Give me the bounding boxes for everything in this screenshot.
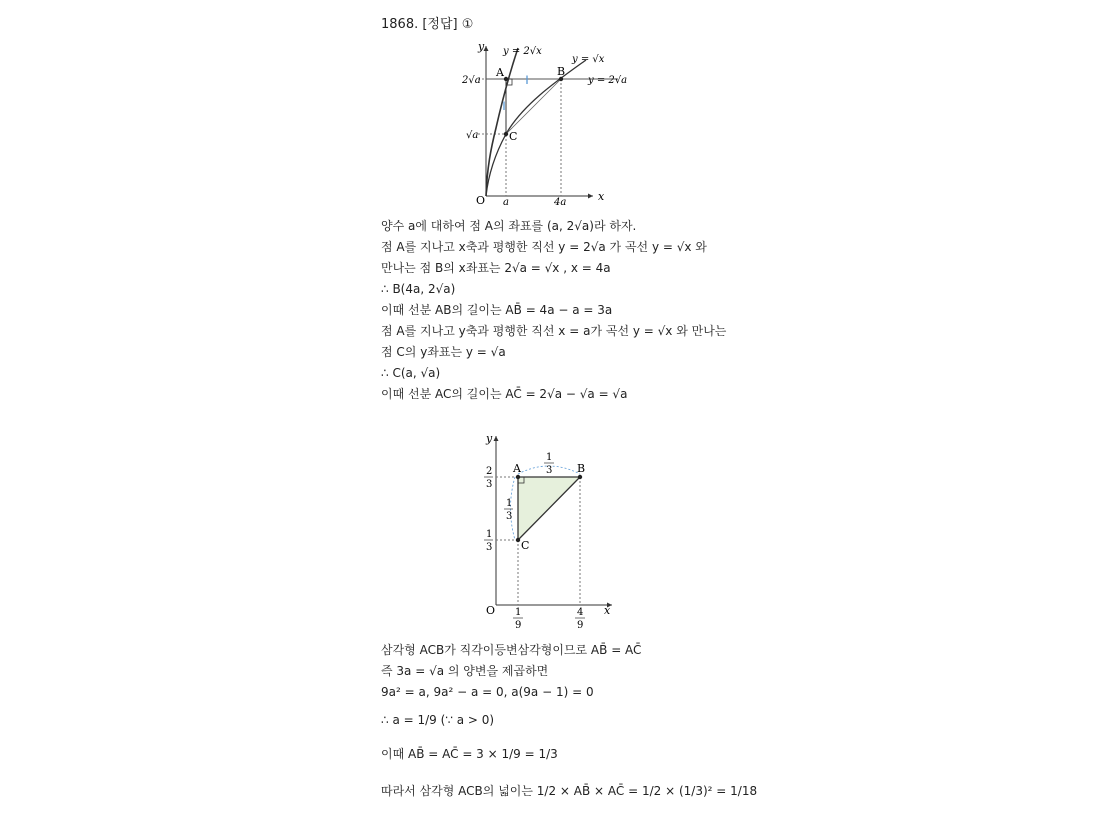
problem-header: 1868. [정답] ① <box>381 17 474 32</box>
origin-label: O <box>476 194 486 207</box>
solution2-line-6: 따라서 삼각형 ACB의 넓이는 1/2 × AB̄ × AC̄ = 1/2 × (1/3)² = 1/18 <box>381 784 758 798</box>
segment-CB <box>506 79 561 134</box>
ac-length-den: 3 <box>506 511 513 522</box>
label-B: B <box>557 65 566 78</box>
label-C: C <box>521 539 530 552</box>
x-tick-a: a <box>503 197 509 208</box>
y-tick-sqrta: √a <box>466 130 479 141</box>
solution2-line-1: 삼각형 ACB가 직각이등변삼각형이므로 AB̄ = AC̄ <box>381 643 642 657</box>
line-label: y = 2√a <box>588 75 628 86</box>
x-axis-label: x <box>604 604 611 617</box>
ab-length-den: 3 <box>546 465 553 476</box>
point-C <box>504 132 508 136</box>
y-axis-label: y <box>478 40 485 53</box>
x-axis-label: x <box>598 190 605 203</box>
point-A <box>504 77 508 81</box>
y-tick-bottom-num: 1 <box>486 529 493 540</box>
solution-line-3: 만나는 점 B의 x좌표는 2√a = √x , x = 4a <box>381 261 611 275</box>
solution-line-8: ∴ C(a, √a) <box>381 366 441 380</box>
solution-line-9: 이때 선분 AC의 길이는 AC̄ = 2√a − √a = √a <box>381 387 628 401</box>
point-A <box>516 475 520 479</box>
tick-mark-AC: ‖ <box>502 101 506 110</box>
x-tick-right-den: 9 <box>577 620 584 630</box>
solution2-line-2: 즉 3a = √a 의 양변을 제곱하면 <box>381 664 549 678</box>
solution-line-4: ∴ B(4a, 2√a) <box>381 282 456 296</box>
ac-length-num: 1 <box>506 498 513 509</box>
y-axis-arrow-icon <box>484 46 489 51</box>
solution-line-5: 이때 선분 AB의 길이는 AB̄ = 4a − a = 3a <box>381 303 613 317</box>
x-tick-left-den: 9 <box>515 620 522 630</box>
point-B <box>578 475 582 479</box>
solution-line-7: 점 C의 y좌표는 y = √a <box>381 345 506 359</box>
y-tick-2sqrta: 2√a <box>462 75 481 86</box>
label-C: C <box>509 130 518 143</box>
label-A: A <box>513 462 521 475</box>
x-axis-arrow-icon <box>588 194 593 199</box>
y-tick-bottom-den: 3 <box>486 542 493 553</box>
y-axis-label: y <box>486 432 493 445</box>
solution-line-2: 점 A를 지나고 x축과 평행한 직선 y = 2√a 가 곡선 y = √x 와 <box>381 240 707 254</box>
curve1-label: y = 2√x <box>503 46 542 57</box>
label-B: B <box>577 462 586 475</box>
ab-length-num: 1 <box>546 452 553 463</box>
label-A: A <box>496 66 504 79</box>
origin-label: O <box>486 604 496 617</box>
solution2-line-5: 이때 AB̄ = AC̄ = 3 × 1/9 = 1/3 <box>381 747 558 761</box>
solution2-line-4: ∴ a = 1/9 (∵ a > 0) <box>381 713 495 727</box>
point-C <box>516 538 520 542</box>
x-tick-4a: 4a <box>554 197 567 208</box>
solution2-line-3: 9a² = a, 9a² − a = 0, a(9a − 1) = 0 <box>381 685 594 699</box>
tick-mark-AB: ‖ <box>525 75 529 84</box>
y-axis-arrow-icon <box>494 436 499 441</box>
solution-line-6: 점 A를 지나고 y축과 평행한 직선 x = a가 곡선 y = √x 와 만나는 <box>381 324 727 338</box>
curve-sqrt-x <box>486 60 586 196</box>
curve2-label: y = √x <box>572 54 605 65</box>
x-tick-right-num: 4 <box>577 607 584 618</box>
graph-figure-2 <box>478 430 638 630</box>
y-tick-top-den: 3 <box>486 479 493 490</box>
graph-figure-1 <box>458 38 638 208</box>
y-tick-top-num: 2 <box>486 466 493 477</box>
triangle-ACB <box>518 477 580 540</box>
solution-line-1: 양수 a에 대하여 점 A의 좌표를 (a, 2√a)라 하자. <box>381 219 637 233</box>
x-tick-left-num: 1 <box>515 607 522 618</box>
